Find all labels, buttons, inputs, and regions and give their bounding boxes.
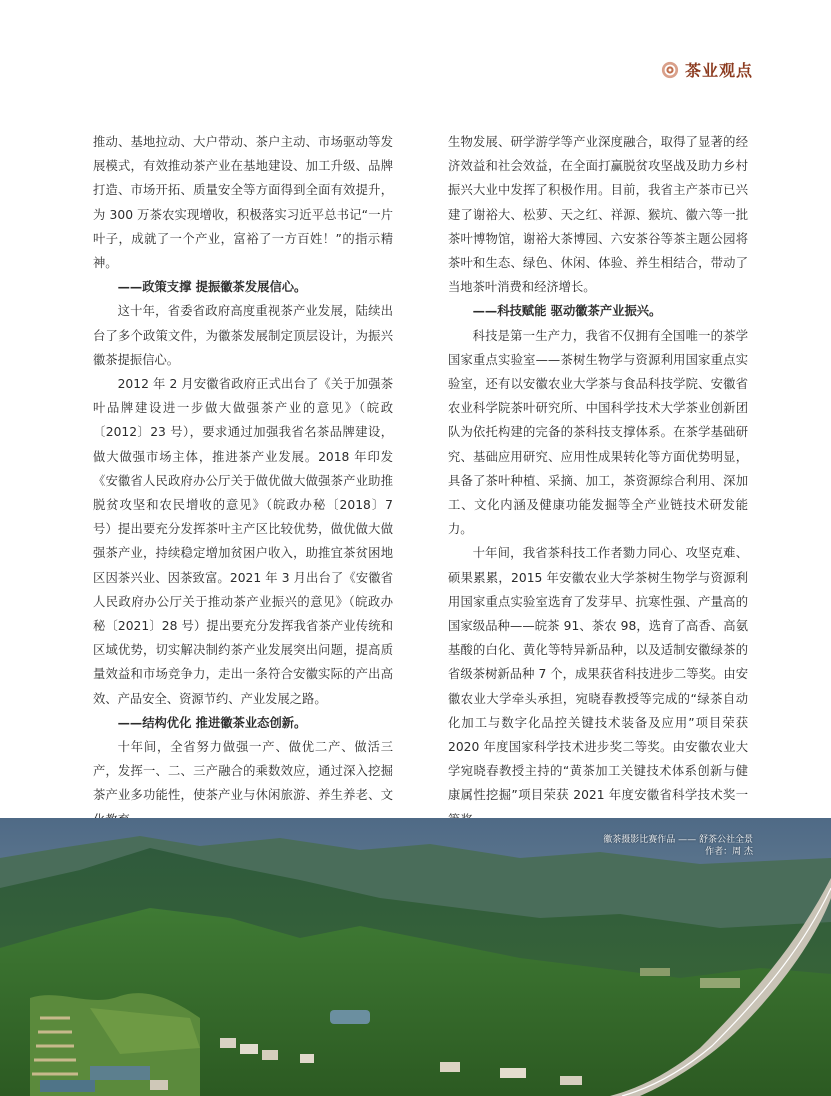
paragraph: 生物发展、研学游学等产业深度融合，取得了显著的经济效益和社会效益，在全面打赢脱贫攻坚战及助力乡村振兴大业中发挥了积极作用。目前，我省主产茶市已兴建了谢裕大、松萝、天之红、祥源、猴坑、徽六等一批茶叶博物馆，谢裕大茶博园、六安茶谷等茶主题公园将茶叶和生态、绿色、休闲、体验、养生相结合，带动了当地茶叶消费和经济增长。 — [448, 135, 748, 295]
photo-caption — [603, 834, 753, 858]
paragraph: 推动、基地拉动、大户带动、茶户主动、市场驱动等发展模式，有效推动茶产业在基地建设、加工升级、品牌打造、市场开拓、质量安全等方面得到全面有效提升，为 300 万茶农实现增收，积极落实习近平总书记“一片叶子，成就了一个产业，富裕了一方百姓！”的指示精神。 — [93, 135, 393, 271]
section-title: 茶业观点 — [684, 61, 753, 80]
paragraph: 十年间，全省努力做强一产、做优二产、做活三产，发挥一、二、三产融合的乘数效应，通过深入挖掘茶产业多功能性，使茶产业与休闲旅游、养生养老、文 — [93, 740, 393, 803]
section-heading: ——政策支撑 提振徽茶发展信心。 — [117, 280, 307, 295]
paragraph: 十年间，我省茶科技工作者勠力同心、攻坚克难、硕果累累，2015 年安徽农业大学茶树生物学与资源利用国家重点实验室选育了发芽早、抗寒性强、产量高的国家级品种——皖茶 91、茶农 98，选育了高香、高氨基酸的白化、黄化等特异新品种，以及适制安徽绿茶的省级茶树新品种 7 个，成果获省科技进步二等奖。由安徽农业大学牵头承担，宛晓春教授等完成的“绿茶自动化加工与数字化品控关键技术装备及应用”项目荣获 2020 年度国家科学技术进步奖二等奖。由安徽农业大学宛晓春教授主持的“黄茶加工关键技术体系创新与健康属性挖掘”项目荣获 2021 年度安徽省科学技术奖一 — [448, 546, 748, 803]
section-header — [661, 58, 753, 81]
paragraph: 这十年，省委省政府高度重视茶产业发展，陆续出台了多个政策文件，为徽茶发展制定顶层设计，为振兴徽茶提振信心。 — [93, 304, 393, 367]
photo-caption-author: 作者：周 杰 — [705, 847, 753, 857]
paragraph: 2012 年 2 月安徽省政府正式出台了《关于加强茶叶品牌建设进一步做大做强茶产业的意见》（皖政〔2012〕23 号），要求通过加强我省名茶品牌建设，做大做强市场主体，推进茶产业发展。2018 年印发《安徽省人民政府办公厅关于做优做大做强茶产业助推脱贫攻坚和农民增收的意见》（皖政办秘〔2018〕7 号）提出要充分发挥茶叶主产区比较优势，做优做大做强茶产业，持续稳定增加贫困户收入，助推宜茶贫困地区因茶兴业、因茶致富。2021 年 3 月出台了《安徽省人民政府办公厅关于推动茶产业振兴的意见》（皖政办秘〔2021〕28 号）提出要充分发挥我省茶产业传统和区域优势，切实解决制约茶产业发展突出问题，提高质量效益和市场竞争力，走出一条符合安徽实际的产出高效、产品安全、资源节约、产业发展之路。 — [93, 377, 393, 706]
photo-caption-title: 徽茶摄影比赛作品 —— 舒茶公社全景 — [603, 835, 753, 845]
right-text-column — [448, 130, 748, 832]
paragraph: 科技是第一生产力，我省不仅拥有全国唯一的茶学国家重点实验室——茶树生物学与资源利用国家重点实验室，还有以安徽农业大学茶与食品科技学院、安徽省农业科学院茶叶研究所、中国科学技术大学茶业创新团队为依托构建的完备的茶科技支撑体系。在茶学基础研究、基础应用研究、应用性成果转化等方面优势明显，具备了茶叶种植、采摘、加工，茶资源综合利用、深加工、文化内涵及健康功能发掘等全产业链技术研发能力。 — [448, 328, 748, 537]
landscape-photo — [0, 818, 831, 1096]
flower-ornament-icon — [661, 61, 679, 79]
section-heading: ——结构优化 推进徽茶业态创新。 — [117, 715, 307, 730]
section-heading: ——科技赋能 驱动徽茶产业振兴。 — [472, 304, 662, 319]
left-text-column — [93, 130, 393, 832]
